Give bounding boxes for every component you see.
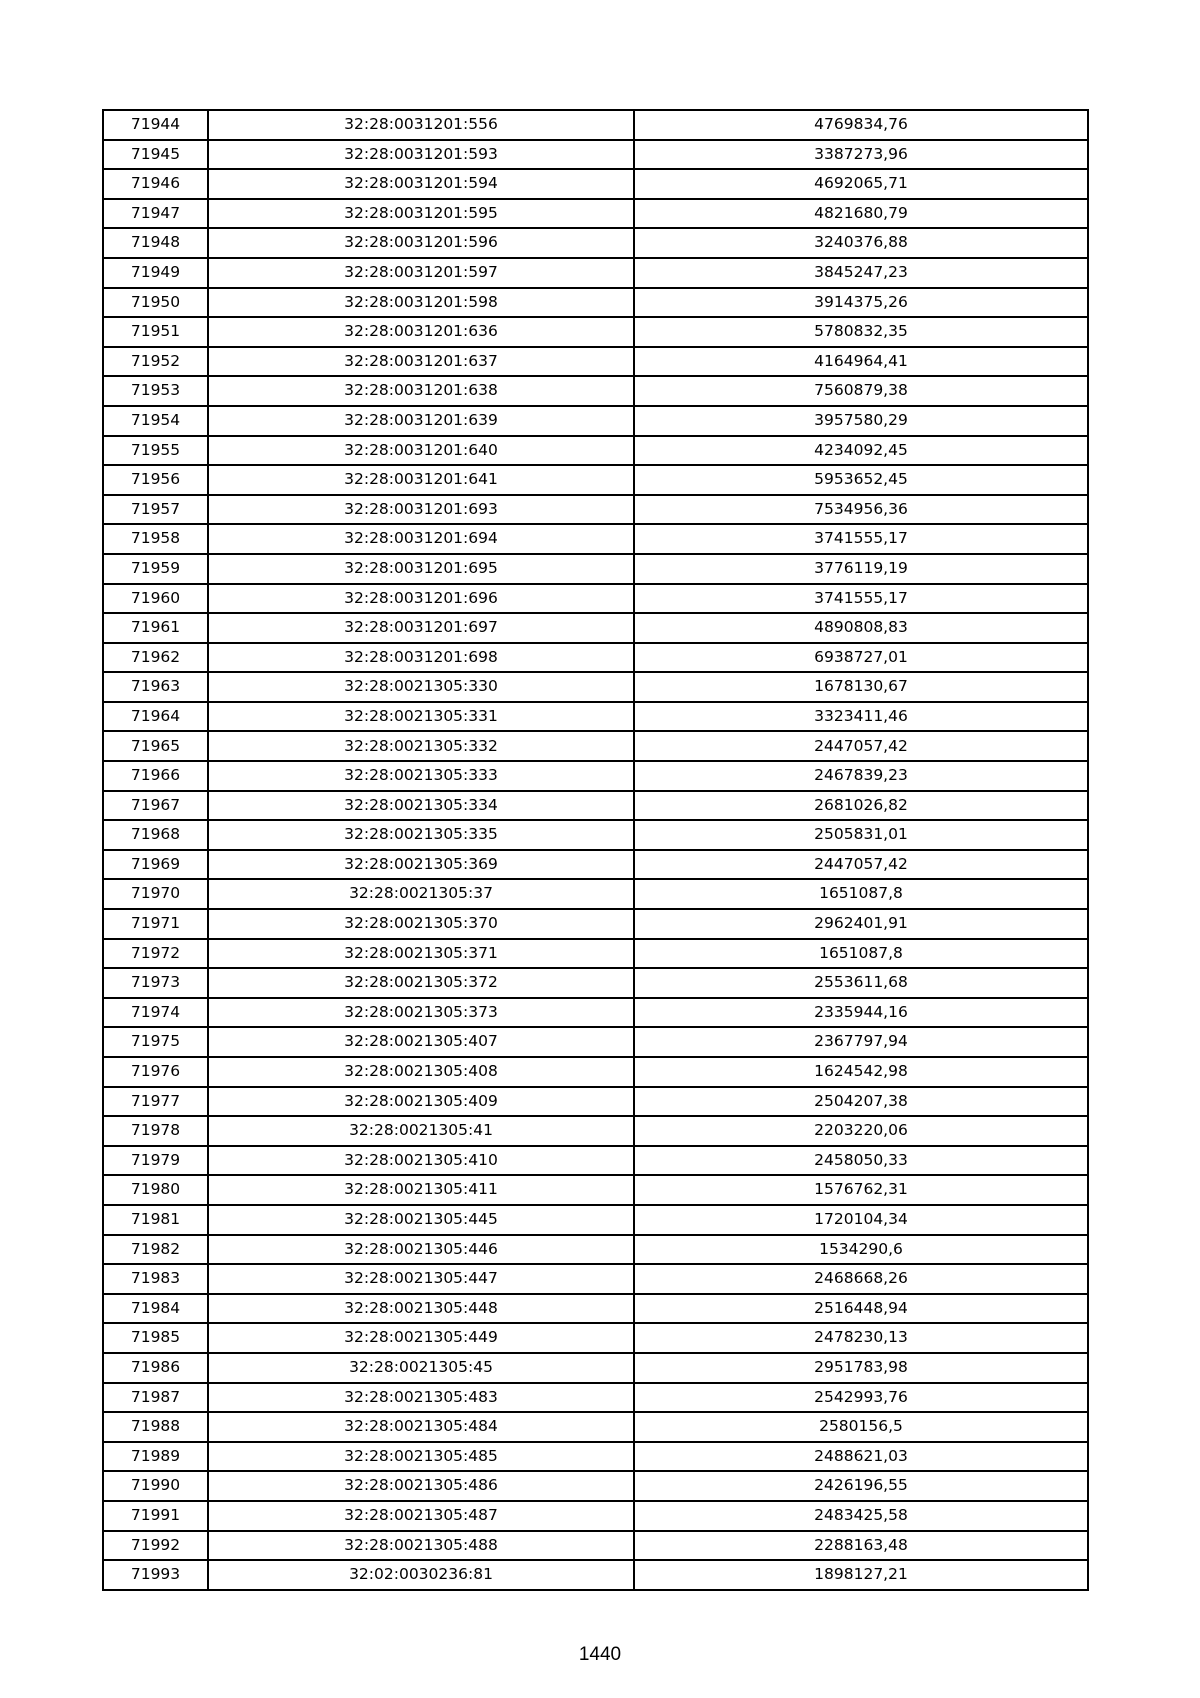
row-number-cell: 71960 <box>103 584 208 614</box>
table-row <box>103 554 1088 584</box>
table-row <box>103 1116 1088 1146</box>
cadastral-number-cell: 32:28:0031201:694 <box>208 524 634 554</box>
cadastral-number-cell: 32:28:0021305:447 <box>208 1264 634 1294</box>
row-number-cell: 71949 <box>103 258 208 288</box>
row-number-cell: 71945 <box>103 140 208 170</box>
row-number-cell: 71982 <box>103 1235 208 1265</box>
cadastral-value-cell: 2553611,68 <box>634 968 1088 998</box>
row-number-cell: 71991 <box>103 1501 208 1531</box>
table-row <box>103 1412 1088 1442</box>
cadastral-number-cell: 32:28:0031201:640 <box>208 436 634 466</box>
table-row <box>103 1027 1088 1057</box>
cadastral-number-cell: 32:28:0021305:371 <box>208 939 634 969</box>
table-row <box>103 228 1088 258</box>
row-number-cell: 71962 <box>103 643 208 673</box>
row-number-cell: 71953 <box>103 376 208 406</box>
cadastral-value-cell: 3914375,26 <box>634 288 1088 318</box>
cadastral-value-cell: 4890808,83 <box>634 613 1088 643</box>
cadastral-number-cell: 32:28:0021305:448 <box>208 1294 634 1324</box>
cadastral-number-cell: 32:28:0021305:45 <box>208 1353 634 1383</box>
cadastral-number-cell: 32:28:0021305:332 <box>208 731 634 761</box>
cadastral-value-cell: 7560879,38 <box>634 376 1088 406</box>
row-number-cell: 71964 <box>103 702 208 732</box>
row-number-cell: 71970 <box>103 879 208 909</box>
cadastral-number-cell: 32:28:0031201:636 <box>208 317 634 347</box>
cadastral-value-cell: 2467839,23 <box>634 761 1088 791</box>
table-row <box>103 672 1088 702</box>
cadastral-value-cell: 2426196,55 <box>634 1471 1088 1501</box>
table-row <box>103 1146 1088 1176</box>
row-number-cell: 71947 <box>103 199 208 229</box>
cadastral-value-cell: 3741555,17 <box>634 524 1088 554</box>
row-number-cell: 71959 <box>103 554 208 584</box>
table-row <box>103 820 1088 850</box>
cadastral-number-cell: 32:28:0031201:593 <box>208 140 634 170</box>
table-row <box>103 317 1088 347</box>
cadastral-number-cell: 32:28:0021305:407 <box>208 1027 634 1057</box>
row-number-cell: 71979 <box>103 1146 208 1176</box>
table-row <box>103 1383 1088 1413</box>
cadastral-number-cell: 32:28:0021305:409 <box>208 1087 634 1117</box>
row-number-cell: 71992 <box>103 1531 208 1561</box>
cadastral-value-cell: 2681026,82 <box>634 791 1088 821</box>
cadastral-value-table <box>102 109 1089 1591</box>
table-row <box>103 1175 1088 1205</box>
row-number-cell: 71950 <box>103 288 208 318</box>
cadastral-number-cell: 32:28:0021305:331 <box>208 702 634 732</box>
cadastral-number-cell: 32:28:0021305:373 <box>208 998 634 1028</box>
row-number-cell: 71981 <box>103 1205 208 1235</box>
cadastral-number-cell: 32:28:0021305:484 <box>208 1412 634 1442</box>
cadastral-number-cell: 32:02:0030236:81 <box>208 1560 634 1590</box>
row-number-cell: 71966 <box>103 761 208 791</box>
cadastral-number-cell: 32:28:0021305:369 <box>208 850 634 880</box>
table-row <box>103 1353 1088 1383</box>
row-number-cell: 71976 <box>103 1057 208 1087</box>
row-number-cell: 71989 <box>103 1442 208 1472</box>
cadastral-value-cell: 2488621,03 <box>634 1442 1088 1472</box>
row-number-cell: 71951 <box>103 317 208 347</box>
cadastral-value-cell: 1720104,34 <box>634 1205 1088 1235</box>
row-number-cell: 71955 <box>103 436 208 466</box>
cadastral-value-cell: 3323411,46 <box>634 702 1088 732</box>
table-row <box>103 199 1088 229</box>
row-number-cell: 71988 <box>103 1412 208 1442</box>
cadastral-value-cell: 2580156,5 <box>634 1412 1088 1442</box>
table-row <box>103 909 1088 939</box>
cadastral-number-cell: 32:28:0031201:698 <box>208 643 634 673</box>
cadastral-number-cell: 32:28:0021305:483 <box>208 1383 634 1413</box>
row-number-cell: 71946 <box>103 169 208 199</box>
cadastral-number-cell: 32:28:0021305:330 <box>208 672 634 702</box>
cadastral-value-cell: 2483425,58 <box>634 1501 1088 1531</box>
cadastral-number-cell: 32:28:0031201:639 <box>208 406 634 436</box>
table-row <box>103 1087 1088 1117</box>
row-number-cell: 71990 <box>103 1471 208 1501</box>
row-number-cell: 71967 <box>103 791 208 821</box>
row-number-cell: 71956 <box>103 465 208 495</box>
cadastral-number-cell: 32:28:0021305:488 <box>208 1531 634 1561</box>
cadastral-number-cell: 32:28:0031201:595 <box>208 199 634 229</box>
cadastral-number-cell: 32:28:0021305:41 <box>208 1116 634 1146</box>
row-number-cell: 71969 <box>103 850 208 880</box>
row-number-cell: 71963 <box>103 672 208 702</box>
table-row <box>103 347 1088 377</box>
row-number-cell: 71993 <box>103 1560 208 1590</box>
cadastral-value-cell: 3776119,19 <box>634 554 1088 584</box>
table-row <box>103 110 1088 140</box>
cadastral-value-cell: 2478230,13 <box>634 1323 1088 1353</box>
cadastral-number-cell: 32:28:0031201:594 <box>208 169 634 199</box>
table-row <box>103 879 1088 909</box>
row-number-cell: 71978 <box>103 1116 208 1146</box>
cadastral-number-cell: 32:28:0021305:485 <box>208 1442 634 1472</box>
cadastral-value-cell: 3741555,17 <box>634 584 1088 614</box>
table-row <box>103 495 1088 525</box>
cadastral-number-cell: 32:28:0031201:597 <box>208 258 634 288</box>
cadastral-value-cell: 2516448,94 <box>634 1294 1088 1324</box>
cadastral-value-cell: 4164964,41 <box>634 347 1088 377</box>
row-number-cell: 71986 <box>103 1353 208 1383</box>
row-number-cell: 71961 <box>103 613 208 643</box>
table-row <box>103 1560 1088 1590</box>
cadastral-number-cell: 32:28:0021305:335 <box>208 820 634 850</box>
table-row <box>103 524 1088 554</box>
cadastral-value-cell: 3957580,29 <box>634 406 1088 436</box>
table-row <box>103 613 1088 643</box>
cadastral-number-cell: 32:28:0031201:696 <box>208 584 634 614</box>
row-number-cell: 71973 <box>103 968 208 998</box>
cadastral-value-cell: 2203220,06 <box>634 1116 1088 1146</box>
cadastral-number-cell: 32:28:0021305:487 <box>208 1501 634 1531</box>
row-number-cell: 71980 <box>103 1175 208 1205</box>
table-row <box>103 465 1088 495</box>
cadastral-value-cell: 1898127,21 <box>634 1560 1088 1590</box>
cadastral-number-cell: 32:28:0031201:556 <box>208 110 634 140</box>
cadastral-value-cell: 2335944,16 <box>634 998 1088 1028</box>
page-number: 1440 <box>578 1644 622 1665</box>
row-number-cell: 71948 <box>103 228 208 258</box>
cadastral-number-cell: 32:28:0021305:410 <box>208 1146 634 1176</box>
cadastral-value-cell: 2504207,38 <box>634 1087 1088 1117</box>
cadastral-value-cell: 2951783,98 <box>634 1353 1088 1383</box>
cadastral-number-cell: 32:28:0021305:372 <box>208 968 634 998</box>
row-number-cell: 71975 <box>103 1027 208 1057</box>
table-row <box>103 1235 1088 1265</box>
row-number-cell: 71971 <box>103 909 208 939</box>
cadastral-number-cell: 32:28:0021305:333 <box>208 761 634 791</box>
table-row <box>103 376 1088 406</box>
cadastral-value-cell: 1651087,8 <box>634 939 1088 969</box>
cadastral-value-cell: 2458050,33 <box>634 1146 1088 1176</box>
cadastral-number-cell: 32:28:0031201:637 <box>208 347 634 377</box>
table-row <box>103 702 1088 732</box>
cadastral-value-cell: 2505831,01 <box>634 820 1088 850</box>
table-row <box>103 791 1088 821</box>
row-number-cell: 71952 <box>103 347 208 377</box>
table-row <box>103 288 1088 318</box>
cadastral-number-cell: 32:28:0021305:486 <box>208 1471 634 1501</box>
table-row <box>103 1531 1088 1561</box>
cadastral-value-cell: 1576762,31 <box>634 1175 1088 1205</box>
cadastral-value-cell: 2542993,76 <box>634 1383 1088 1413</box>
cadastral-number-cell: 32:28:0031201:695 <box>208 554 634 584</box>
cadastral-value-cell: 2288163,48 <box>634 1531 1088 1561</box>
row-number-cell: 71977 <box>103 1087 208 1117</box>
cadastral-value-cell: 1651087,8 <box>634 879 1088 909</box>
table-row <box>103 584 1088 614</box>
table-row <box>103 1501 1088 1531</box>
cadastral-value-cell: 2447057,42 <box>634 731 1088 761</box>
cadastral-value-cell: 3240376,88 <box>634 228 1088 258</box>
cadastral-value-cell: 4821680,79 <box>634 199 1088 229</box>
table-body <box>103 110 1088 1590</box>
cadastral-number-cell: 32:28:0021305:408 <box>208 1057 634 1087</box>
cadastral-number-cell: 32:28:0021305:370 <box>208 909 634 939</box>
row-number-cell: 71985 <box>103 1323 208 1353</box>
table-row <box>103 1057 1088 1087</box>
table-row <box>103 1323 1088 1353</box>
table-row <box>103 1294 1088 1324</box>
cadastral-number-cell: 32:28:0031201:598 <box>208 288 634 318</box>
row-number-cell: 71968 <box>103 820 208 850</box>
table-row <box>103 761 1088 791</box>
table-row <box>103 169 1088 199</box>
row-number-cell: 71984 <box>103 1294 208 1324</box>
cadastral-number-cell: 32:28:0021305:334 <box>208 791 634 821</box>
cadastral-number-cell: 32:28:0031201:693 <box>208 495 634 525</box>
table-row <box>103 1205 1088 1235</box>
table-row <box>103 850 1088 880</box>
table-row <box>103 968 1088 998</box>
row-number-cell: 71957 <box>103 495 208 525</box>
cadastral-value-cell: 5953652,45 <box>634 465 1088 495</box>
table-row <box>103 643 1088 673</box>
cadastral-value-cell: 2367797,94 <box>634 1027 1088 1057</box>
table-row <box>103 140 1088 170</box>
cadastral-number-cell: 32:28:0031201:697 <box>208 613 634 643</box>
cadastral-number-cell: 32:28:0021305:411 <box>208 1175 634 1205</box>
row-number-cell: 71974 <box>103 998 208 1028</box>
cadastral-value-cell: 6938727,01 <box>634 643 1088 673</box>
cadastral-value-cell: 4234092,45 <box>634 436 1088 466</box>
cadastral-value-cell: 2962401,91 <box>634 909 1088 939</box>
table-row <box>103 998 1088 1028</box>
cadastral-value-cell: 1678130,67 <box>634 672 1088 702</box>
table-row <box>103 1442 1088 1472</box>
cadastral-number-cell: 32:28:0031201:596 <box>208 228 634 258</box>
cadastral-number-cell: 32:28:0031201:641 <box>208 465 634 495</box>
table-row <box>103 1471 1088 1501</box>
cadastral-number-cell: 32:28:0021305:446 <box>208 1235 634 1265</box>
cadastral-value-cell: 1534290,6 <box>634 1235 1088 1265</box>
row-number-cell: 71972 <box>103 939 208 969</box>
cadastral-number-cell: 32:28:0031201:638 <box>208 376 634 406</box>
cadastral-value-cell: 7534956,36 <box>634 495 1088 525</box>
cadastral-value-cell: 2468668,26 <box>634 1264 1088 1294</box>
row-number-cell: 71958 <box>103 524 208 554</box>
cadastral-value-cell: 3387273,96 <box>634 140 1088 170</box>
cadastral-number-cell: 32:28:0021305:37 <box>208 879 634 909</box>
row-number-cell: 71987 <box>103 1383 208 1413</box>
cadastral-number-cell: 32:28:0021305:449 <box>208 1323 634 1353</box>
cadastral-number-cell: 32:28:0021305:445 <box>208 1205 634 1235</box>
row-number-cell: 71983 <box>103 1264 208 1294</box>
table-row <box>103 258 1088 288</box>
cadastral-value-cell: 2447057,42 <box>634 850 1088 880</box>
cadastral-value-cell: 3845247,23 <box>634 258 1088 288</box>
cadastral-value-cell: 4769834,76 <box>634 110 1088 140</box>
table-row <box>103 939 1088 969</box>
table-row <box>103 406 1088 436</box>
table-row <box>103 436 1088 466</box>
cadastral-value-cell: 5780832,35 <box>634 317 1088 347</box>
table-row <box>103 1264 1088 1294</box>
cadastral-value-cell: 4692065,71 <box>634 169 1088 199</box>
row-number-cell: 71965 <box>103 731 208 761</box>
row-number-cell: 71954 <box>103 406 208 436</box>
cadastral-value-cell: 1624542,98 <box>634 1057 1088 1087</box>
table-row <box>103 731 1088 761</box>
row-number-cell: 71944 <box>103 110 208 140</box>
